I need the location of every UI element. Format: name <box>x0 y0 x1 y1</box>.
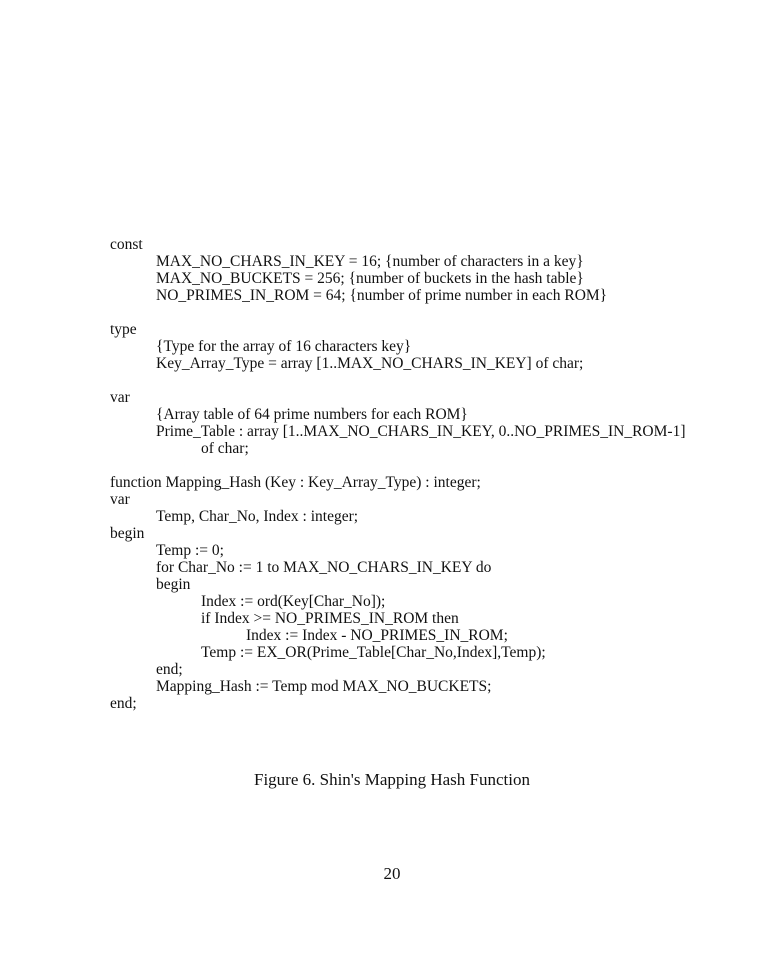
code-line-prime-table: Prime_Table : array [1..MAX_NO_CHARS_IN_KEY, 0..NO_PRIMES_IN_ROM-1] <box>156 423 686 440</box>
code-line-begin: begin <box>110 525 145 542</box>
code-line-max-no-chars: MAX_NO_CHARS_IN_KEY = 16; {number of characters in a key} <box>156 253 584 270</box>
code-line-function: function Mapping_Hash (Key : Key_Array_Type) : integer; <box>110 474 481 491</box>
code-line-temp-xor: Temp := EX_OR(Prime_Table[Char_No,Index],Temp); <box>201 644 546 661</box>
code-line-loop-end: end; <box>156 661 183 678</box>
code-line-return: Mapping_Hash := Temp mod MAX_NO_BUCKETS; <box>156 678 492 695</box>
code-listing <box>110 236 685 712</box>
code-line-end: end; <box>110 695 137 712</box>
code-line-const: const <box>110 236 143 253</box>
figure-caption: Figure 6. Shin's Mapping Hash Function <box>253 770 530 789</box>
code-line-max-no-buckets: MAX_NO_BUCKETS = 256; {number of buckets in the hash table} <box>156 270 584 287</box>
code-line-for-loop: for Char_No := 1 to MAX_NO_CHARS_IN_KEY do <box>156 559 492 576</box>
blank-line <box>110 304 685 321</box>
code-line-temp-init: Temp := 0; <box>156 542 224 559</box>
code-line-index-adjust: Index := Index - NO_PRIMES_IN_ROM; <box>246 627 508 644</box>
page-number: 20 <box>383 864 401 883</box>
code-line-index-ord: Index := ord(Key[Char_No]); <box>201 593 386 610</box>
code-line-function-var: var <box>110 491 130 508</box>
blank-line <box>110 457 685 474</box>
code-line-type-comment: {Type for the array of 16 characters key} <box>156 338 412 355</box>
code-line-type: type <box>110 321 137 338</box>
code-line-if-index: if Index >= NO_PRIMES_IN_ROM then <box>201 610 459 627</box>
code-line-loop-begin: begin <box>156 576 191 593</box>
code-line-locals: Temp, Char_No, Index : integer; <box>156 508 359 525</box>
code-line-var: var <box>110 389 130 406</box>
blank-line <box>110 372 685 389</box>
code-line-of-char: of char; <box>201 440 249 457</box>
code-line-var-comment: {Array table of 64 prime numbers for each ROM} <box>156 406 468 423</box>
code-line-key-array-type: Key_Array_Type = array [1..MAX_NO_CHARS_IN_KEY] of char; <box>156 355 584 372</box>
code-line-no-primes: NO_PRIMES_IN_ROM = 64; {number of prime number in each ROM} <box>156 287 608 304</box>
